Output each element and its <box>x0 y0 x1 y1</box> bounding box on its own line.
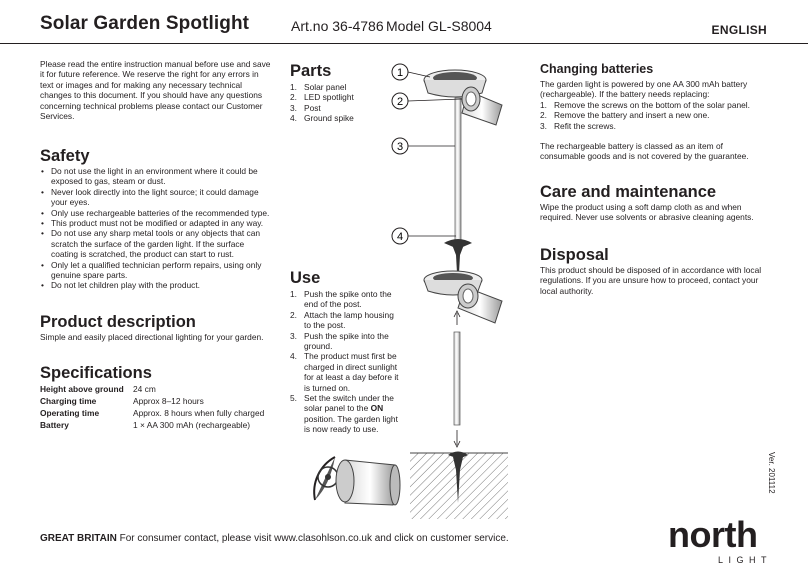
specifications-heading: Specifications <box>40 364 152 382</box>
footer-country: GREAT BRITAIN <box>40 533 117 544</box>
version-label: Ver. 201112 <box>767 452 776 494</box>
intro-section <box>40 59 272 121</box>
header-divider <box>0 43 808 44</box>
disposal-heading: Disposal <box>540 246 609 264</box>
intro-text: Please read the entire instruction manual before use and save it for future reference. We reserve the right for any errors in text or images and for making any necessary technical changes to this document. If you should have any questions concerning technical problems please contact our Customer Services. <box>40 59 271 122</box>
svg-text:1: 1 <box>396 67 404 79</box>
care-heading: Care and maintenance <box>540 183 717 201</box>
list-item: 1. Solar panel <box>290 82 347 92</box>
spec-table <box>40 384 272 430</box>
list-item: 3. Post <box>290 102 321 113</box>
spec-value: 1 × AA 300 mAh (rechargeable) <box>133 419 251 430</box>
version-label-container <box>766 452 778 512</box>
svg-text:2: 2 <box>396 96 404 108</box>
spec-value: Approx. 8 hours when fully charged <box>133 407 265 418</box>
battery-note: The rechargeable battery is classed as an item of consumable goods and is not covered by the guarantee. <box>540 141 749 162</box>
product-description-text: Simple and easily placed directional lighting for your garden. <box>40 332 264 342</box>
disposal-section <box>540 246 770 296</box>
list-item: • Only let a qualified technician perform repairs, using only genuine spare parts. <box>40 260 272 281</box>
spec-label: Battery <box>40 419 69 430</box>
footer-contact-text: For consumer contact, please visit www.clasohlson.co.uk and click on customer service. <box>116 533 509 544</box>
north-light-logo <box>668 514 772 565</box>
list-item: 2. Remove the battery and insert a new one. <box>540 110 710 121</box>
article-number: Art.no 36-4786 <box>291 18 384 34</box>
svg-text:3: 3 <box>396 141 404 153</box>
list-item: 1. Push the spike onto the end of the post. <box>290 289 392 310</box>
logo-word: north <box>668 514 758 555</box>
product-description-section <box>40 313 272 342</box>
spec-label: Charging time <box>40 395 97 406</box>
switch-closeup-drawing <box>314 457 400 505</box>
safety-list <box>40 166 272 291</box>
list-item: 2. Attach the lamp housing to the post. <box>290 309 394 331</box>
disposal-text: This product should be disposed of in accordance with local regulations. If you are unsure how to proceed, contact your local authority. <box>540 265 762 296</box>
list-item: • Never look directly into the light source; it could damage your eyes. <box>40 187 272 208</box>
assembled-light-drawing <box>424 70 502 291</box>
safety-section <box>40 147 272 291</box>
list-item: 1. Remove the screws on the bottom of the solar panel. <box>540 99 750 110</box>
changing-batteries-heading: Changing batteries <box>540 62 654 76</box>
spec-value: Approx 8–12 hours <box>133 395 204 406</box>
language-label: ENGLISH <box>711 23 767 37</box>
list-item: 4. Ground spike <box>290 113 354 124</box>
care-section <box>540 183 770 223</box>
changing-batteries-section <box>540 62 770 162</box>
spec-value: 24 cm <box>133 384 156 394</box>
product-description-heading: Product description <box>40 313 196 331</box>
list-item: 3. Push the spike into the ground. <box>290 330 389 352</box>
battery-steps-list <box>540 100 770 131</box>
list-item: • Do not let children play with the product. <box>40 280 272 290</box>
parts-heading: Parts <box>290 62 332 80</box>
list-item: 4. The product must first be charged in direct sunlight for at least a day before it is turned on. <box>290 351 399 393</box>
list-item: 3. Refit the screws. <box>540 120 616 131</box>
care-text: Wipe the product using a soft damp cloth as and when required. Never use solvents or abrasive cleaning agents. <box>540 202 754 223</box>
product-illustration <box>290 55 530 525</box>
model-number: Model GL-S8004 <box>386 18 492 34</box>
spec-label: Height above ground <box>40 384 124 394</box>
list-item: • Do not use the light in an environment where it could be exposed to gas, steam or dust. <box>40 166 272 187</box>
assembly-drawing <box>410 271 508 519</box>
spec-label: Operating time <box>40 407 100 418</box>
logo-sub: LIGHT <box>717 555 772 565</box>
part-callout-4 <box>392 228 456 244</box>
safety-heading: Safety <box>40 147 90 165</box>
list-item: 2. LED spotlight <box>290 92 354 103</box>
svg-text:4: 4 <box>396 231 404 243</box>
list-item: 5. Set the switch under the solar panel to the ON position. The garden light is now ready to use. <box>290 393 398 435</box>
list-item: • Do not use any sharp metal tools or any objects that can scratch the surface of the garden light. If the surface coating is scratched, the product can start to rust. <box>40 228 272 259</box>
changing-batteries-intro: The garden light is powered by one AA 300 mAh battery (rechargeable). If the battery needs replacing: <box>540 79 748 100</box>
part-callout-3 <box>392 138 455 154</box>
specifications-section <box>40 364 272 430</box>
document-title: Solar Garden Spotlight <box>40 13 250 34</box>
page-header <box>0 0 808 44</box>
footer-contact <box>40 533 509 544</box>
list-item: • Only use rechargeable batteries of the recommended type. <box>40 208 272 218</box>
use-heading: Use <box>290 269 321 287</box>
list-item: • This product must not be modified or adapted in any way. <box>40 218 272 228</box>
